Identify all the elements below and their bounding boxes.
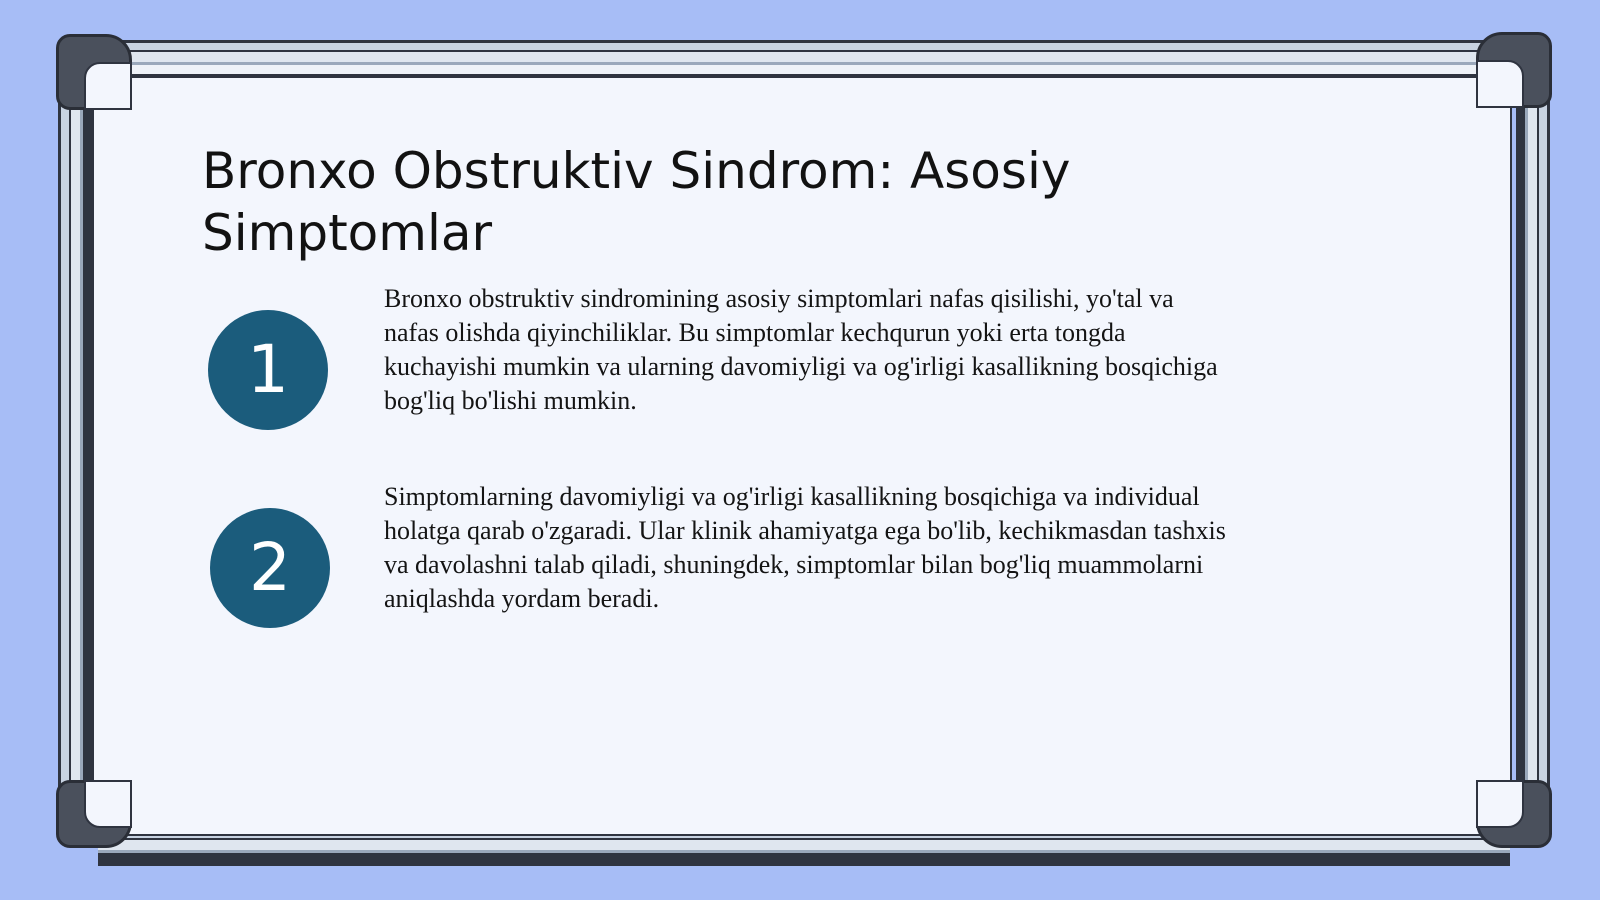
number-badge-2: 2 [210,508,330,628]
number-badge-1: 1 [208,310,328,430]
slide-title: Bronxo Obstruktiv Sindrom: Asosiy Simptomlar [202,142,1071,262]
frame-corner-bottom-left [56,780,132,848]
frame-corner-bottom-right [1476,780,1552,848]
frame-rail-left [58,74,92,826]
frame-rail-top [98,40,1510,80]
frame-corner-top-left [56,34,132,110]
symptom-text-1: Bronxo obstruktiv sindromining asosiy simptomlari nafas qisilishi, yo'tal va nafas olishda qiyinchiliklar. Bu simptomlar kechqurun yoki erta tongda kuchayishi mumkin va ularning davomiyligi va og'irligi kasallikning bosqichiga bog'liq bo'lishi mumkin. [384,284,1218,415]
frame-corner-top-right [1476,32,1552,108]
symptom-text-2: Simptomlarning davomiyligi va og'irligi kasallikning bosqichiga va individual holatga qarab o'zgaradi. Ular klinik ahamiyatga ega bo'lib, kechikmasdan tashxis va davolashni talab qiladi, shuningdek, simptomlar bilan bog'liq muammolarni aniqlashda yordam beradi. [384,482,1226,613]
frame-rail-right [1516,74,1550,826]
